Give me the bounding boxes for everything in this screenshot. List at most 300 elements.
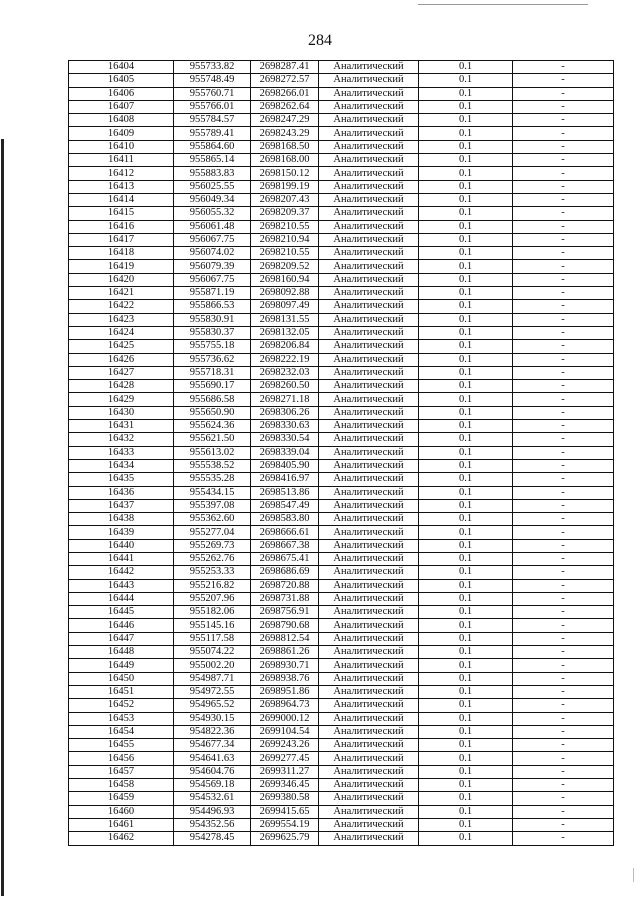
accuracy-cell: 0.1 <box>419 832 513 845</box>
point-number-cell: 16455 <box>69 739 174 752</box>
method-cell: Аналитический <box>319 207 419 220</box>
point-number-cell: 16442 <box>69 566 174 579</box>
point-number-cell: 16434 <box>69 459 174 472</box>
note-cell: - <box>513 739 614 752</box>
x-coordinate-cell: 954987.71 <box>174 672 251 685</box>
method-cell: Аналитический <box>319 606 419 619</box>
note-cell: - <box>513 619 614 632</box>
method-cell: Аналитический <box>319 167 419 180</box>
table-row <box>69 233 614 246</box>
y-coordinate-cell: 2698513.86 <box>251 486 319 499</box>
y-coordinate-cell: 2699554.19 <box>251 818 319 831</box>
note-cell: - <box>513 499 614 512</box>
table-row <box>69 446 614 459</box>
accuracy-cell: 0.1 <box>419 340 513 353</box>
point-number-cell: 16414 <box>69 193 174 206</box>
method-cell: Аналитический <box>319 526 419 539</box>
accuracy-cell: 0.1 <box>419 513 513 526</box>
accuracy-cell: 0.1 <box>419 247 513 260</box>
x-coordinate-cell: 955760.71 <box>174 87 251 100</box>
point-number-cell: 16448 <box>69 646 174 659</box>
method-cell: Аналитический <box>319 552 419 565</box>
y-coordinate-cell: 2698168.00 <box>251 154 319 167</box>
table-row <box>69 459 614 472</box>
point-number-cell: 16406 <box>69 87 174 100</box>
table-row <box>69 725 614 738</box>
coordinates-table-body <box>69 61 614 846</box>
accuracy-cell: 0.1 <box>419 154 513 167</box>
method-cell: Аналитический <box>319 712 419 725</box>
x-coordinate-cell: 955871.19 <box>174 287 251 300</box>
point-number-cell: 16451 <box>69 685 174 698</box>
accuracy-cell: 0.1 <box>419 539 513 552</box>
note-cell: - <box>513 140 614 153</box>
accuracy-cell: 0.1 <box>419 566 513 579</box>
note-cell: - <box>513 207 614 220</box>
point-number-cell: 16447 <box>69 632 174 645</box>
accuracy-cell: 0.1 <box>419 313 513 326</box>
point-number-cell: 16410 <box>69 140 174 153</box>
table-row <box>69 74 614 87</box>
table-row <box>69 552 614 565</box>
accuracy-cell: 0.1 <box>419 61 513 74</box>
method-cell: Аналитический <box>319 61 419 74</box>
note-cell: - <box>513 193 614 206</box>
x-coordinate-cell: 955269.73 <box>174 539 251 552</box>
y-coordinate-cell: 2698092.88 <box>251 287 319 300</box>
y-coordinate-cell: 2698330.54 <box>251 433 319 446</box>
table-row <box>69 326 614 339</box>
x-coordinate-cell: 955434.15 <box>174 486 251 499</box>
table-row <box>69 207 614 220</box>
note-cell: - <box>513 513 614 526</box>
table-row <box>69 287 614 300</box>
x-coordinate-cell: 954496.93 <box>174 805 251 818</box>
method-cell: Аналитический <box>319 340 419 353</box>
point-number-cell: 16452 <box>69 699 174 712</box>
method-cell: Аналитический <box>319 326 419 339</box>
x-coordinate-cell: 955736.62 <box>174 353 251 366</box>
accuracy-cell: 0.1 <box>419 499 513 512</box>
point-number-cell: 16405 <box>69 74 174 87</box>
point-number-cell: 16458 <box>69 779 174 792</box>
y-coordinate-cell: 2698097.49 <box>251 300 319 313</box>
accuracy-cell: 0.1 <box>419 486 513 499</box>
x-coordinate-cell: 955538.52 <box>174 459 251 472</box>
x-coordinate-cell: 956061.48 <box>174 220 251 233</box>
accuracy-cell: 0.1 <box>419 712 513 725</box>
accuracy-cell: 0.1 <box>419 326 513 339</box>
method-cell: Аналитический <box>319 685 419 698</box>
method-cell: Аналитический <box>319 140 419 153</box>
x-coordinate-cell: 956049.34 <box>174 193 251 206</box>
x-coordinate-cell: 955789.41 <box>174 127 251 140</box>
table-row <box>69 619 614 632</box>
method-cell: Аналитический <box>319 699 419 712</box>
table-row <box>69 393 614 406</box>
method-cell: Аналитический <box>319 313 419 326</box>
method-cell: Аналитический <box>319 233 419 246</box>
note-cell: - <box>513 420 614 433</box>
note-cell: - <box>513 792 614 805</box>
point-number-cell: 16408 <box>69 114 174 127</box>
point-number-cell: 16435 <box>69 473 174 486</box>
method-cell: Аналитический <box>319 539 419 552</box>
method-cell: Аналитический <box>319 353 419 366</box>
point-number-cell: 16426 <box>69 353 174 366</box>
point-number-cell: 16421 <box>69 287 174 300</box>
note-cell: - <box>513 380 614 393</box>
method-cell: Аналитический <box>319 300 419 313</box>
point-number-cell: 16440 <box>69 539 174 552</box>
y-coordinate-cell: 2698207.43 <box>251 193 319 206</box>
y-coordinate-cell: 2698720.88 <box>251 579 319 592</box>
point-number-cell: 16413 <box>69 180 174 193</box>
x-coordinate-cell: 954972.55 <box>174 685 251 698</box>
note-cell: - <box>513 526 614 539</box>
y-coordinate-cell: 2699243.26 <box>251 739 319 752</box>
accuracy-cell: 0.1 <box>419 127 513 140</box>
point-number-cell: 16437 <box>69 499 174 512</box>
table-row <box>69 832 614 845</box>
accuracy-cell: 0.1 <box>419 366 513 379</box>
method-cell: Аналитический <box>319 273 419 286</box>
note-cell: - <box>513 393 614 406</box>
table-row <box>69 260 614 273</box>
x-coordinate-cell: 954641.63 <box>174 752 251 765</box>
point-number-cell: 16462 <box>69 832 174 845</box>
note-cell: - <box>513 579 614 592</box>
x-coordinate-cell: 954352.56 <box>174 818 251 831</box>
scan-edge-mark <box>633 868 634 882</box>
y-coordinate-cell: 2698209.37 <box>251 207 319 220</box>
method-cell: Аналитический <box>319 446 419 459</box>
point-number-cell: 16450 <box>69 672 174 685</box>
accuracy-cell: 0.1 <box>419 273 513 286</box>
note-cell: - <box>513 473 614 486</box>
point-number-cell: 16419 <box>69 260 174 273</box>
note-cell: - <box>513 486 614 499</box>
x-coordinate-cell: 955733.82 <box>174 61 251 74</box>
table-row <box>69 366 614 379</box>
x-coordinate-cell: 955865.14 <box>174 154 251 167</box>
x-coordinate-cell: 956025.55 <box>174 180 251 193</box>
method-cell: Аналитический <box>319 513 419 526</box>
table-row <box>69 579 614 592</box>
y-coordinate-cell: 2698964.73 <box>251 699 319 712</box>
method-cell: Аналитический <box>319 287 419 300</box>
accuracy-cell: 0.1 <box>419 300 513 313</box>
method-cell: Аналитический <box>319 393 419 406</box>
accuracy-cell: 0.1 <box>419 207 513 220</box>
y-coordinate-cell: 2698210.55 <box>251 247 319 260</box>
method-cell: Аналитический <box>319 154 419 167</box>
x-coordinate-cell: 954965.52 <box>174 699 251 712</box>
x-coordinate-cell: 955182.06 <box>174 606 251 619</box>
note-cell: - <box>513 233 614 246</box>
x-coordinate-cell: 955755.18 <box>174 340 251 353</box>
note-cell: - <box>513 220 614 233</box>
accuracy-cell: 0.1 <box>419 233 513 246</box>
accuracy-cell: 0.1 <box>419 699 513 712</box>
note-cell: - <box>513 433 614 446</box>
note-cell: - <box>513 539 614 552</box>
accuracy-cell: 0.1 <box>419 818 513 831</box>
accuracy-cell: 0.1 <box>419 100 513 113</box>
table-row <box>69 127 614 140</box>
note-cell: - <box>513 659 614 672</box>
table-row <box>69 154 614 167</box>
note-cell: - <box>513 725 614 738</box>
y-coordinate-cell: 2698262.64 <box>251 100 319 113</box>
x-coordinate-cell: 955145.16 <box>174 619 251 632</box>
y-coordinate-cell: 2698247.29 <box>251 114 319 127</box>
y-coordinate-cell: 2698306.26 <box>251 406 319 419</box>
note-cell: - <box>513 61 614 74</box>
note-cell: - <box>513 779 614 792</box>
y-coordinate-cell: 2698222.19 <box>251 353 319 366</box>
x-coordinate-cell: 955117.58 <box>174 632 251 645</box>
x-coordinate-cell: 955216.82 <box>174 579 251 592</box>
accuracy-cell: 0.1 <box>419 420 513 433</box>
y-coordinate-cell: 2699104.54 <box>251 725 319 738</box>
x-coordinate-cell: 956055.32 <box>174 207 251 220</box>
note-cell: - <box>513 313 614 326</box>
method-cell: Аналитический <box>319 779 419 792</box>
table-row <box>69 606 614 619</box>
table-row <box>69 526 614 539</box>
accuracy-cell: 0.1 <box>419 140 513 153</box>
x-coordinate-cell: 954569.18 <box>174 779 251 792</box>
method-cell: Аналитический <box>319 114 419 127</box>
x-coordinate-cell: 954677.34 <box>174 739 251 752</box>
y-coordinate-cell: 2698861.26 <box>251 646 319 659</box>
accuracy-cell: 0.1 <box>419 619 513 632</box>
note-cell: - <box>513 100 614 113</box>
note-cell: - <box>513 114 614 127</box>
point-number-cell: 16459 <box>69 792 174 805</box>
y-coordinate-cell: 2698210.94 <box>251 233 319 246</box>
note-cell: - <box>513 552 614 565</box>
y-coordinate-cell: 2698232.03 <box>251 366 319 379</box>
table-row <box>69 193 614 206</box>
y-coordinate-cell: 2698339.04 <box>251 446 319 459</box>
x-coordinate-cell: 955362.60 <box>174 513 251 526</box>
y-coordinate-cell: 2698666.61 <box>251 526 319 539</box>
method-cell: Аналитический <box>319 619 419 632</box>
note-cell: - <box>513 712 614 725</box>
method-cell: Аналитический <box>319 247 419 260</box>
x-coordinate-cell: 955830.91 <box>174 313 251 326</box>
y-coordinate-cell: 2698930.71 <box>251 659 319 672</box>
point-number-cell: 16430 <box>69 406 174 419</box>
note-cell: - <box>513 167 614 180</box>
y-coordinate-cell: 2698131.55 <box>251 313 319 326</box>
x-coordinate-cell: 955748.49 <box>174 74 251 87</box>
accuracy-cell: 0.1 <box>419 287 513 300</box>
method-cell: Аналитический <box>319 366 419 379</box>
point-number-cell: 16453 <box>69 712 174 725</box>
x-coordinate-cell: 955621.50 <box>174 433 251 446</box>
y-coordinate-cell: 2698951.86 <box>251 685 319 698</box>
table-row <box>69 592 614 605</box>
method-cell: Аналитический <box>319 193 419 206</box>
x-coordinate-cell: 955253.33 <box>174 566 251 579</box>
accuracy-cell: 0.1 <box>419 393 513 406</box>
x-coordinate-cell: 955277.04 <box>174 526 251 539</box>
note-cell: - <box>513 74 614 87</box>
point-number-cell: 16411 <box>69 154 174 167</box>
note-cell: - <box>513 699 614 712</box>
method-cell: Аналитический <box>319 486 419 499</box>
point-number-cell: 16433 <box>69 446 174 459</box>
point-number-cell: 16456 <box>69 752 174 765</box>
accuracy-cell: 0.1 <box>419 579 513 592</box>
y-coordinate-cell: 2698266.01 <box>251 87 319 100</box>
method-cell: Аналитический <box>319 473 419 486</box>
note-cell: - <box>513 260 614 273</box>
x-coordinate-cell: 955074.22 <box>174 646 251 659</box>
accuracy-cell: 0.1 <box>419 353 513 366</box>
coordinates-table <box>68 60 614 846</box>
point-number-cell: 16432 <box>69 433 174 446</box>
method-cell: Аналитический <box>319 433 419 446</box>
x-coordinate-cell: 955883.83 <box>174 167 251 180</box>
point-number-cell: 16415 <box>69 207 174 220</box>
method-cell: Аналитический <box>319 672 419 685</box>
table-row <box>69 712 614 725</box>
x-coordinate-cell: 955784.57 <box>174 114 251 127</box>
accuracy-cell: 0.1 <box>419 739 513 752</box>
point-number-cell: 16420 <box>69 273 174 286</box>
method-cell: Аналитический <box>319 260 419 273</box>
x-coordinate-cell: 954930.15 <box>174 712 251 725</box>
point-number-cell: 16428 <box>69 380 174 393</box>
method-cell: Аналитический <box>319 180 419 193</box>
note-cell: - <box>513 592 614 605</box>
note-cell: - <box>513 366 614 379</box>
point-number-cell: 16444 <box>69 592 174 605</box>
accuracy-cell: 0.1 <box>419 805 513 818</box>
table-row <box>69 752 614 765</box>
note-cell: - <box>513 353 614 366</box>
table-row <box>69 220 614 233</box>
left-margin-line <box>1 139 4 896</box>
table-row <box>69 313 614 326</box>
table-row <box>69 180 614 193</box>
x-coordinate-cell: 955002.20 <box>174 659 251 672</box>
table-row <box>69 699 614 712</box>
method-cell: Аналитический <box>319 87 419 100</box>
y-coordinate-cell: 2699000.12 <box>251 712 319 725</box>
accuracy-cell: 0.1 <box>419 446 513 459</box>
point-number-cell: 16438 <box>69 513 174 526</box>
table-row <box>69 659 614 672</box>
accuracy-cell: 0.1 <box>419 459 513 472</box>
point-number-cell: 16431 <box>69 420 174 433</box>
accuracy-cell: 0.1 <box>419 606 513 619</box>
point-number-cell: 16441 <box>69 552 174 565</box>
point-number-cell: 16416 <box>69 220 174 233</box>
accuracy-cell: 0.1 <box>419 433 513 446</box>
table-row <box>69 539 614 552</box>
table-row <box>69 486 614 499</box>
point-number-cell: 16425 <box>69 340 174 353</box>
table-row <box>69 406 614 419</box>
x-coordinate-cell: 956074.02 <box>174 247 251 260</box>
table-row <box>69 685 614 698</box>
note-cell: - <box>513 832 614 845</box>
point-number-cell: 16445 <box>69 606 174 619</box>
accuracy-cell: 0.1 <box>419 87 513 100</box>
method-cell: Аналитический <box>319 499 419 512</box>
accuracy-cell: 0.1 <box>419 473 513 486</box>
point-number-cell: 16461 <box>69 818 174 831</box>
page-number: 284 <box>308 32 332 49</box>
x-coordinate-cell: 955766.01 <box>174 100 251 113</box>
y-coordinate-cell: 2699415.65 <box>251 805 319 818</box>
x-coordinate-cell: 954278.45 <box>174 832 251 845</box>
note-cell: - <box>513 752 614 765</box>
point-number-cell: 16446 <box>69 619 174 632</box>
method-cell: Аналитический <box>319 74 419 87</box>
point-number-cell: 16457 <box>69 765 174 778</box>
x-coordinate-cell: 955613.02 <box>174 446 251 459</box>
accuracy-cell: 0.1 <box>419 380 513 393</box>
point-number-cell: 16449 <box>69 659 174 672</box>
accuracy-cell: 0.1 <box>419 646 513 659</box>
table-row <box>69 353 614 366</box>
note-cell: - <box>513 765 614 778</box>
x-coordinate-cell: 955262.76 <box>174 552 251 565</box>
x-coordinate-cell: 955866.53 <box>174 300 251 313</box>
y-coordinate-cell: 2698756.91 <box>251 606 319 619</box>
note-cell: - <box>513 287 614 300</box>
table-row <box>69 499 614 512</box>
x-coordinate-cell: 955864.60 <box>174 140 251 153</box>
table-row <box>69 765 614 778</box>
scan-top-rule <box>418 4 588 5</box>
table-row <box>69 300 614 313</box>
y-coordinate-cell: 2698132.05 <box>251 326 319 339</box>
y-coordinate-cell: 2698150.12 <box>251 167 319 180</box>
method-cell: Аналитический <box>319 220 419 233</box>
point-number-cell: 16460 <box>69 805 174 818</box>
y-coordinate-cell: 2698243.29 <box>251 127 319 140</box>
accuracy-cell: 0.1 <box>419 765 513 778</box>
accuracy-cell: 0.1 <box>419 220 513 233</box>
note-cell: - <box>513 818 614 831</box>
point-number-cell: 16404 <box>69 61 174 74</box>
note-cell: - <box>513 300 614 313</box>
y-coordinate-cell: 2698675.41 <box>251 552 319 565</box>
method-cell: Аналитический <box>319 459 419 472</box>
note-cell: - <box>513 805 614 818</box>
accuracy-cell: 0.1 <box>419 792 513 805</box>
accuracy-cell: 0.1 <box>419 167 513 180</box>
y-coordinate-cell: 2699311.27 <box>251 765 319 778</box>
table-row <box>69 818 614 831</box>
x-coordinate-cell: 955397.08 <box>174 499 251 512</box>
table-row <box>69 473 614 486</box>
table-row <box>69 340 614 353</box>
note-cell: - <box>513 406 614 419</box>
y-coordinate-cell: 2698667.38 <box>251 539 319 552</box>
note-cell: - <box>513 606 614 619</box>
note-cell: - <box>513 273 614 286</box>
method-cell: Аналитический <box>319 739 419 752</box>
x-coordinate-cell: 954822.36 <box>174 725 251 738</box>
